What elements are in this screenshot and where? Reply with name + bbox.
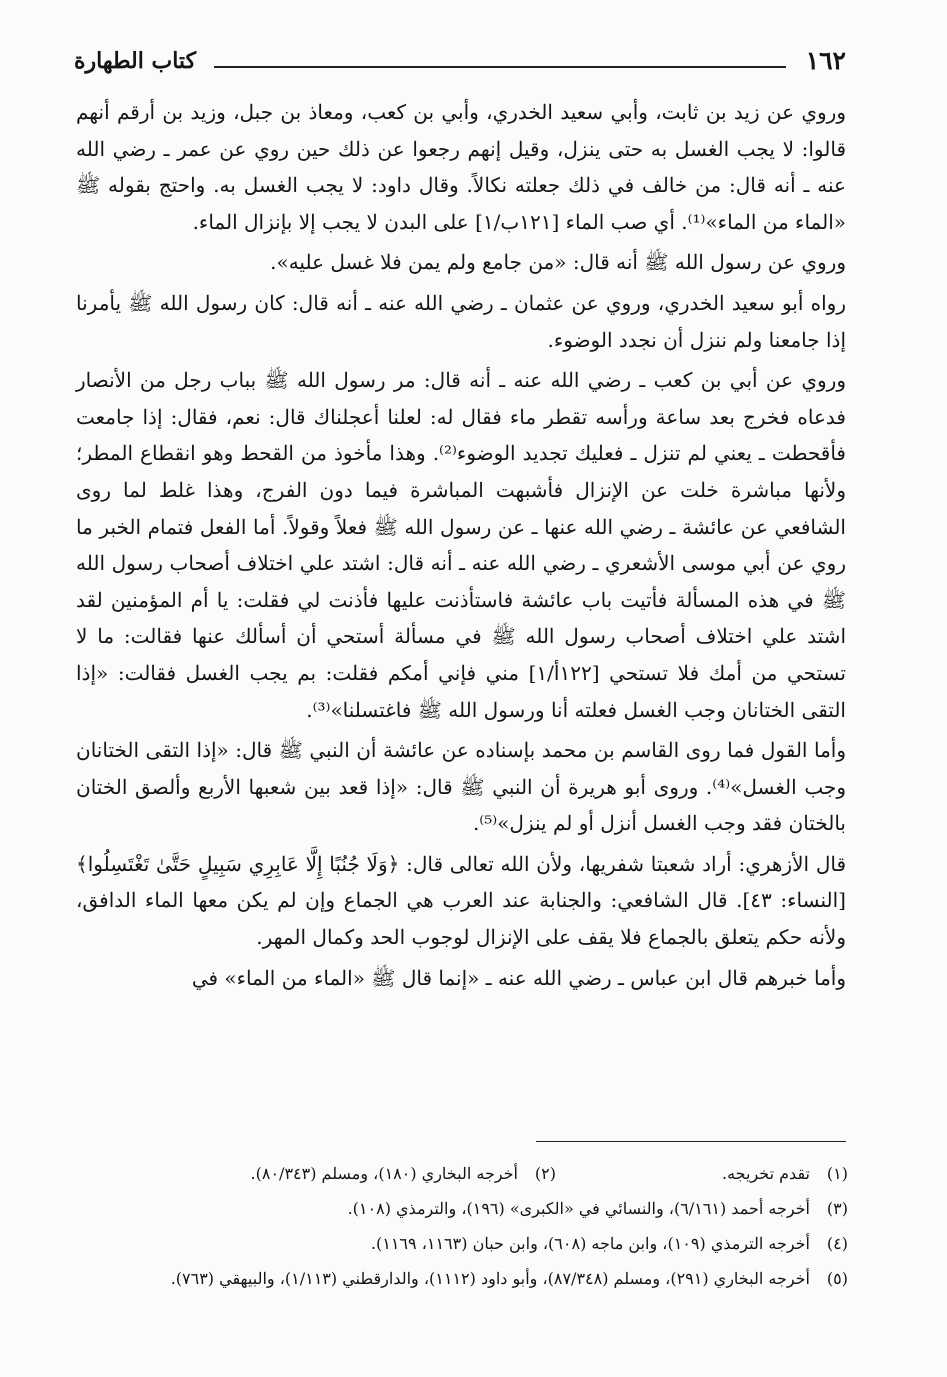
paragraph: وأما القول فما روى القاسم بن محمد بإسناده عن عائشة أن النبي ﷺ قال: «إذا التقى الختانان وجب الغسل»⁽⁴⁾. وروى أبو هريرة أن النبي ﷺ قال: «إذا قعد بين شعبها الأربع وألصق الختان بالختان فقد وجب الغسل أنزل أو لم ينزل»⁽⁵⁾. [76,738,846,836]
footnote-row [76,1226,848,1261]
paragraph: رواه أبو سعيد الخدري، وروي عن عثمان ـ رضي الله عنه ـ أنه قال: كان رسول الله ﷺ يأمرنا إذا جامعنا ولم ننزل أن نجدد الوضوء. [76,290,846,352]
footnote-row [76,1156,848,1191]
footnotes [76,1156,848,1296]
footnote-text: أخرجه البخاري (١٨٠)، ومسلم (٨٠/٣٤٣). [250,1164,518,1183]
paragraph: وروي عن زيد بن ثابت، وأبي سعيد الخدري، وأبي بن كعب، ومعاذ بن جبل، وزيد بن أرقم أنهم قالوا: لا يجب الغسل به حتى ينزل، وقيل إنهم رجعوا عن ذلك حين روي عن عمر ـ رضي الله عنه ـ أنه قال: من خالف في ذلك جعلته نكالاً. وقال داود: لا يجب الغسل به. واحتج بقوله ﷺ «الماء من الماء»⁽¹⁾. أي صب الماء [١٢١ب/١] على البدن لا يجب إلا بإنزال الماء. [76,100,846,234]
header-rule [214,66,786,68]
main-text [76,94,846,996]
footnote-row [76,1191,848,1226]
footnote-number: (٤) [826,1234,848,1253]
footnote-number: (٥) [826,1269,848,1288]
footnote-text: أخرجه الترمذي (١٠٩)، وابن ماجه (٦٠٨)، وابن حبان (١١٦٣، ١١٦٩). [370,1234,810,1253]
footnote-number: (١) [826,1164,848,1183]
paragraph: وروي عن رسول الله ﷺ أنه قال: «من جامع ولم يمن فلا غسل عليه». [270,250,846,275]
page-number: ١٦٢ [805,46,846,75]
footnote-number: (٢) [534,1164,556,1183]
book-title: كتاب الطهارة [74,48,197,74]
paragraph: وأما خبرهم قال ابن عباس ـ رضي الله عنه ـ «إنما قال ﷺ «الماء من الماء» في [191,965,846,990]
footnote-text: تقدم تخريجه. [722,1164,810,1183]
footnote-text: أخرجه أحمد (٦/١٦١)، والنسائي في «الكبرى» (١٩٦)، والترمذي (١٠٨). [347,1199,810,1218]
page-header [74,44,848,88]
footnote-number: (٣) [826,1199,848,1218]
paragraph: وروي عن أبي بن كعب ـ رضي الله عنه ـ أنه قال: مر رسول الله ﷺ بباب رجل من الأنصار فدعاه فخرج بعد ساعة ورأسه تقطر ماء فقال له: لعلنا أعجلناك قال: نعم، فقال: إذا جامعت فأقحطت ـ يعني لم تنزل ـ فعليك تجديد الوضوء⁽²⁾. وهذا مأخوذ من القحط وهو انقطاع المطر؛ ولأنها مباشرة خلت عن الإنزال فأشبهت المباشرة فيما دون الفرج، وهذا غلط لما روى الشافعي عن عائشة ـ رضي الله عنها ـ عن رسول الله ﷺ فعلاً وقولاً. أما الفعل فتمام الخبر ما روي عن أبي موسى الأشعري ـ رضي الله عنه ـ أنه قال: اشتد علي اختلاف أصحاب رسول الله ﷺ في هذه المسألة فأتيت باب عائشة فاستأذنت عليها فأذنت لي فقلت: يا أم المؤمنين لقد اشتد علي اختلاف أصحاب رسول الله ﷺ في مسألة أستحي أن أسألك عنها فقالت: ما لا تستحي من أمك فلا تستحي [١٢٢أ/١] مني فإني أمكم فقلت: بم يجب الغسل فقالت: «إذا التقى الختانان وجب الغسل فعلته أنا ورسول الله ﷺ فاغتسلنا»⁽³⁾. [76,368,846,722]
paragraph: قال الأزهري: أراد شعبتا شفريها، ولأن الله تعالى قال: ﴿وَلَا جُنُبًا إِلَّا عَابِرِي سَبِيلٍ حَتَّىٰ تَغْتَسِلُوا﴾ [النساء: ٤٣]. قال الشافعي: والجنابة عند العرب هي الجماع وإن لم يكن معها الماء الدافق، ولأنه حكم يتعلق بالجماع فلا يقف على الإنزال لوجوب الحد وكمال المهر. [76,851,846,950]
footnote-text: أخرجه البخاري (٢٩١)، ومسلم (٨٧/٣٤٨)، وأبو داود (١١١٢)، والدارقطني (١/١١٣)، والبيهقي (٧٦٣). [170,1269,810,1288]
footnote-row [76,1261,848,1296]
footnote-separator [536,1141,846,1142]
